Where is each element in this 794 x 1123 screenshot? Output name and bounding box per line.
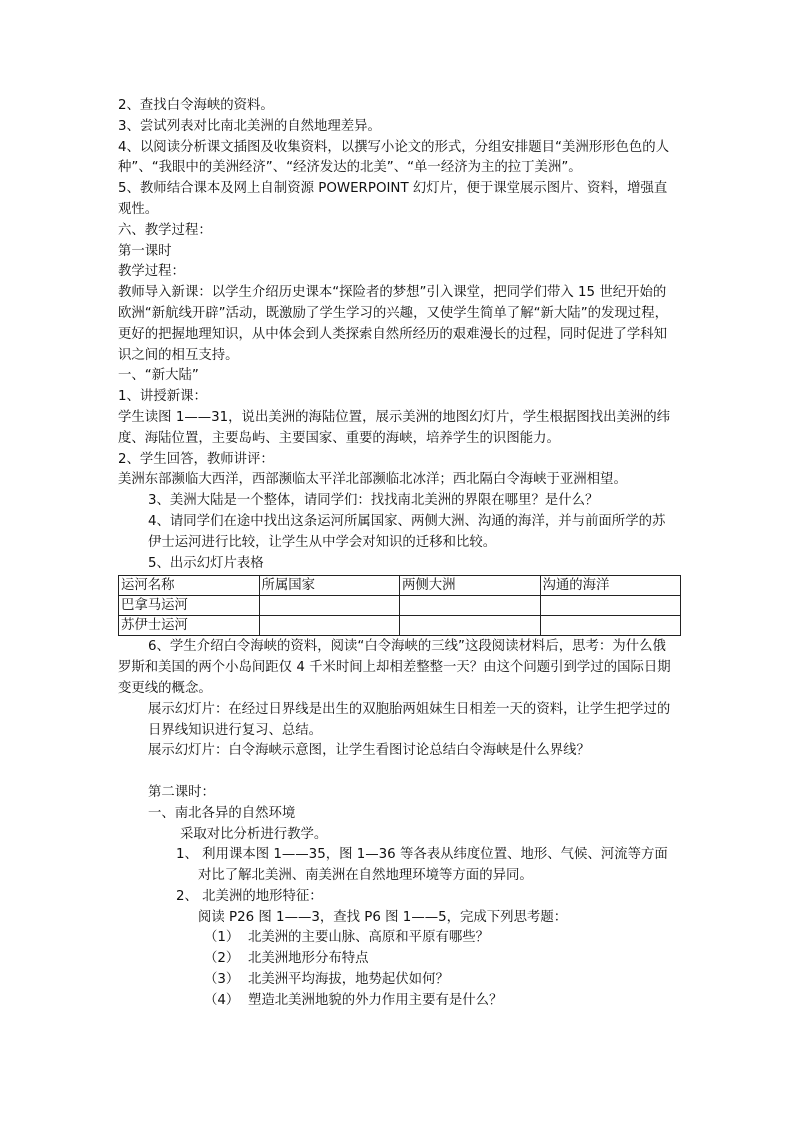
paragraph: 美洲东部濒临大西洋，西部濒临太平洋北部濒临北冰洋；西北隔白令海峡于亚洲相望。: [118, 472, 627, 488]
blank-line: [118, 762, 678, 783]
table-header-cell: 所属国家: [259, 576, 400, 596]
table-cell: [400, 616, 541, 636]
question-number: （1）: [204, 930, 240, 946]
question-number: （3）: [204, 972, 240, 988]
lesson-heading: 第一课时: [118, 243, 172, 259]
table-header-cell: 运河名称: [119, 576, 260, 596]
question-item: [118, 949, 678, 970]
paragraph: 阅读 P26 图 1——3，查找 P6 图 1——5，完成下列思考题：: [198, 909, 568, 925]
paragraph: 3、尝试列表对比南北美洲的自然地理差异。: [118, 118, 381, 134]
table-cell: [540, 616, 681, 636]
paragraph: 教师导入新课：以学生介绍历史课本“探险者的梦想”引入课堂，把同学们带入 15 世纪开始的欧洲“新航线开辟”活动，既激励了学生学习的兴趣，又使学生简单了解“新大陆”的发现过程，更好的把握地理知识，从中体会到人类探索自然所经历的艰难漫长的过程，同时促进了学科知识之间的相互支持。: [118, 285, 668, 363]
table-cell: 苏伊士运河: [119, 616, 260, 636]
paragraph: 展示幻灯片：白令海峡示意图，让学生看图讨论总结白令海峡是什么界线？: [148, 743, 590, 759]
table-cell: [400, 596, 541, 616]
table-cell: [259, 596, 400, 616]
paragraph: 4、请同学们在途中找出这条运河所属国家、两侧大洲、沟通的海洋，并与前面所学的苏伊士运河进行比较，让学生从中学会对知识的迁移和比较。: [148, 513, 666, 550]
subheading: 1、讲授新课：: [118, 389, 207, 405]
question-item: [118, 970, 678, 991]
paragraph: 3、美洲大陆是一个整体，请同学们：找找南北美洲的界限在哪里？是什么？: [148, 493, 599, 509]
table-cell: 巴拿马运河: [119, 596, 260, 616]
numbered-point: 1、 利用课本图 1——35，图 1—36 等各表从纬度位置、地形、气候、河流等方面对比了解北美洲、南美洲在自然地理环境等方面的异同。: [176, 847, 668, 884]
paragraph: 展示幻灯片：在经过日界线是出生的双胞胎两姐妹生日相差一天的资料，让学生把学过的日界线知识进行复习、总结。: [148, 701, 671, 738]
question-text: 北美洲平均海拔，地势起伏如何？: [248, 972, 449, 988]
question-text: 塑造北美洲地貌的外力作用主要有是什么？: [248, 992, 503, 1008]
paragraph: 采取对比分析进行教学。: [180, 826, 328, 842]
paragraph: 5、出示幻灯片表格: [148, 555, 264, 571]
table-cell: [259, 616, 400, 636]
question-item: [118, 928, 678, 949]
question-number: （2）: [204, 951, 240, 967]
subheading: 2、学生回答，教师讲评：: [118, 451, 274, 467]
question-text: 北美洲地形分布特点: [248, 951, 369, 967]
paragraph: 6、学生介绍白令海峡的资料，阅读“白令海峡的三线”这段阅读材料后，思考：为什么俄罗斯和美国的两个小岛间距仅 4 千米时间上却相差整整一天？由这个问题引到学过的国际日期变更线的概念。: [118, 639, 671, 696]
paragraph: 5、教师结合课本及网上自制资源 POWERPOINT 幻灯片，便于课堂展示图片、资料，增强直观性。: [118, 181, 668, 217]
table-header-row: [119, 576, 681, 596]
subheading: 教学过程：: [118, 264, 185, 280]
question-number: （4）: [204, 992, 240, 1008]
canal-comparison-table: [118, 575, 681, 636]
lesson-heading: 第二课时：: [148, 784, 215, 800]
table-header-cell: 两侧大洲: [400, 576, 541, 596]
paragraph: 4、以阅读分析课文插图及收集资料，以撰写小论文的形式，分组安排题目“美洲形形色色的人种”、“我眼中的美洲经济”、“经济发达的北美”、“单一经济为主的拉丁美洲”。: [118, 139, 670, 176]
question-item: [118, 991, 678, 1012]
table-row: [119, 616, 681, 636]
question-text: 北美洲的主要山脉、高原和平原有哪些？: [248, 930, 490, 946]
section-heading: 一、“新大陆”: [118, 368, 199, 384]
document-body: [118, 96, 678, 1012]
numbered-point: 2、 北美洲的地形特征：: [176, 888, 323, 904]
table-header-cell: 沟通的海洋: [540, 576, 681, 596]
table-cell: [540, 596, 681, 616]
section-heading: 一、南北各异的自然环境: [148, 805, 296, 821]
table-row: [119, 596, 681, 616]
paragraph: 学生读图 1——31，说出美洲的海陆位置，展示美洲的地图幻灯片，学生根据图找出美洲的纬度、海陆位置，主要岛屿、主要国家、重要的海峡，培养学生的识图能力。: [118, 409, 671, 446]
section-heading: 六、教学过程：: [118, 222, 212, 238]
paragraph: 2、查找白令海峡的资料。: [118, 98, 274, 113]
